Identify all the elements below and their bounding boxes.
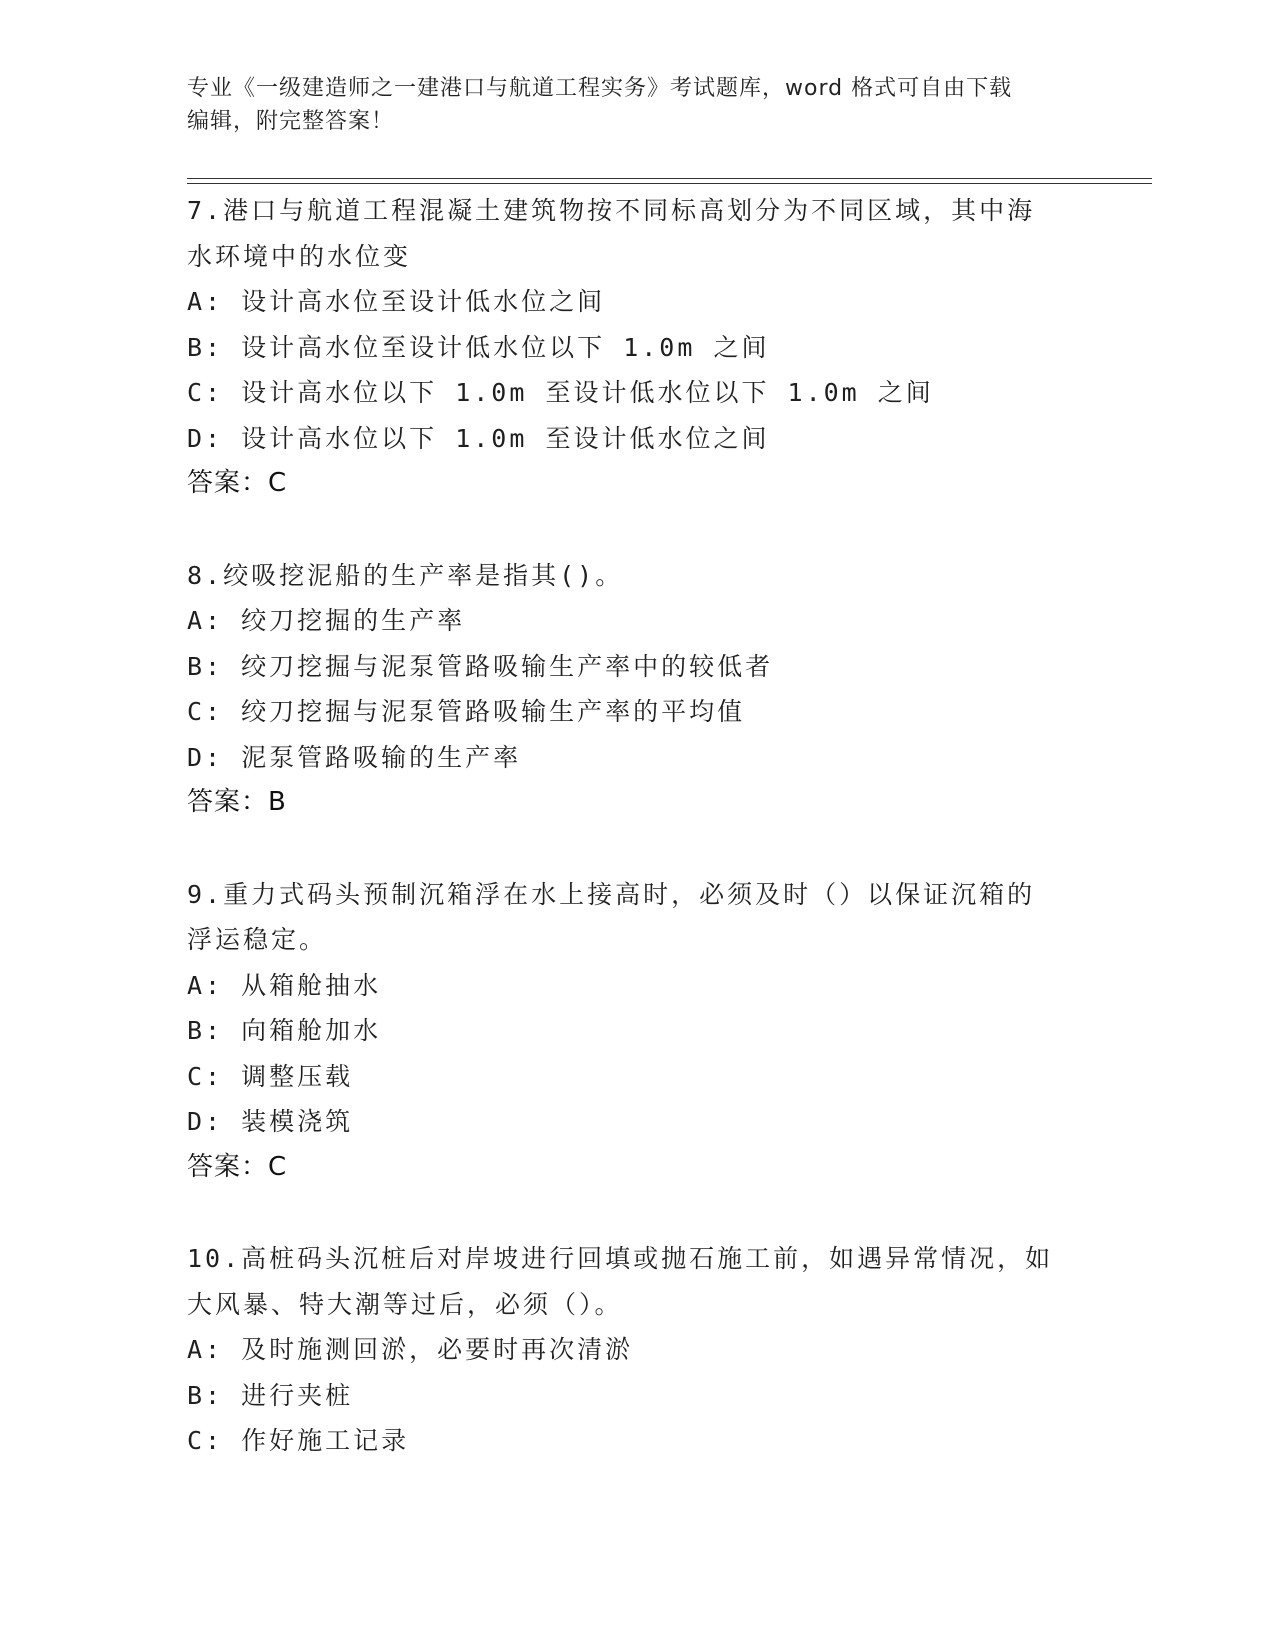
option-a: A: 设计高水位至设计低水位之间 [187,287,606,316]
question-stem-line: 10.高桩码头沉桩后对岸坡进行回填或抛石施工前，如遇异常情况，如 [187,1244,1054,1273]
question-stem-line: 大风暴、特大潮等过后，必须（）。 [187,1289,623,1319]
option-c: C: 调整压载 [187,1061,354,1091]
question-stem-line: 浮运稳定。 [187,925,328,954]
header-divider-top [187,178,1152,179]
question-10 [187,1236,1087,1464]
answer-line: 答案：C [187,468,288,498]
question-8 [187,553,1087,826]
header-divider-bottom [187,183,1152,184]
option-a: A: 及时施测回淤，必要时再次清淤 [187,1335,634,1364]
question-stem-line: 9.重力式码头预制沉箱浮在水上接高时，必须及时（）以保证沉箱的 [187,879,1036,909]
question-stem-line: 8.绞吸挖泥船的生产率是指其()。 [187,560,624,590]
option-d: D: 泥泵管路吸输的生产率 [187,742,522,772]
option-b: B: 进行夹桩 [187,1380,354,1410]
header-line-1: 专业《一级建造师之一建港口与航道工程实务》考试题库，word 格式可自由下载 [187,76,1013,101]
option-c: C: 绞刀挖掘与泥泵管路吸输生产率的平均值 [187,697,746,726]
option-b: B: 向箱舱加水 [187,1016,382,1045]
header-line-2: 编辑，附完整答案！ [187,109,395,134]
answer-line: 答案：C [187,1151,288,1182]
option-b: B: 绞刀挖掘与泥泵管路吸输生产率中的较低者 [187,651,774,681]
question-7 [187,188,1087,507]
answer-line: 答案：B [187,787,287,817]
question-stem-line: 水环境中的水位变 [187,241,412,271]
option-c: C: 设计高水位以下 1.0m 至设计低水位以下 1.0m 之间 [187,378,934,407]
option-d: D: 设计高水位以下 1.0m 至设计低水位之间 [187,423,770,453]
option-a: A: 绞刀挖掘的生产率 [187,606,466,635]
option-b: B: 设计高水位至设计低水位以下 1.0m 之间 [187,332,770,362]
question-9 [187,872,1087,1191]
question-list [187,188,1087,1464]
option-a: A: 从箱舱抽水 [187,970,382,1000]
option-c: C: 作好施工记录 [187,1426,410,1455]
document-header [187,72,1087,138]
question-stem-line: 7.港口与航道工程混凝土建筑物按不同标高划分为不同区域，其中海 [187,196,1036,225]
option-d: D: 装模浇筑 [187,1107,354,1136]
